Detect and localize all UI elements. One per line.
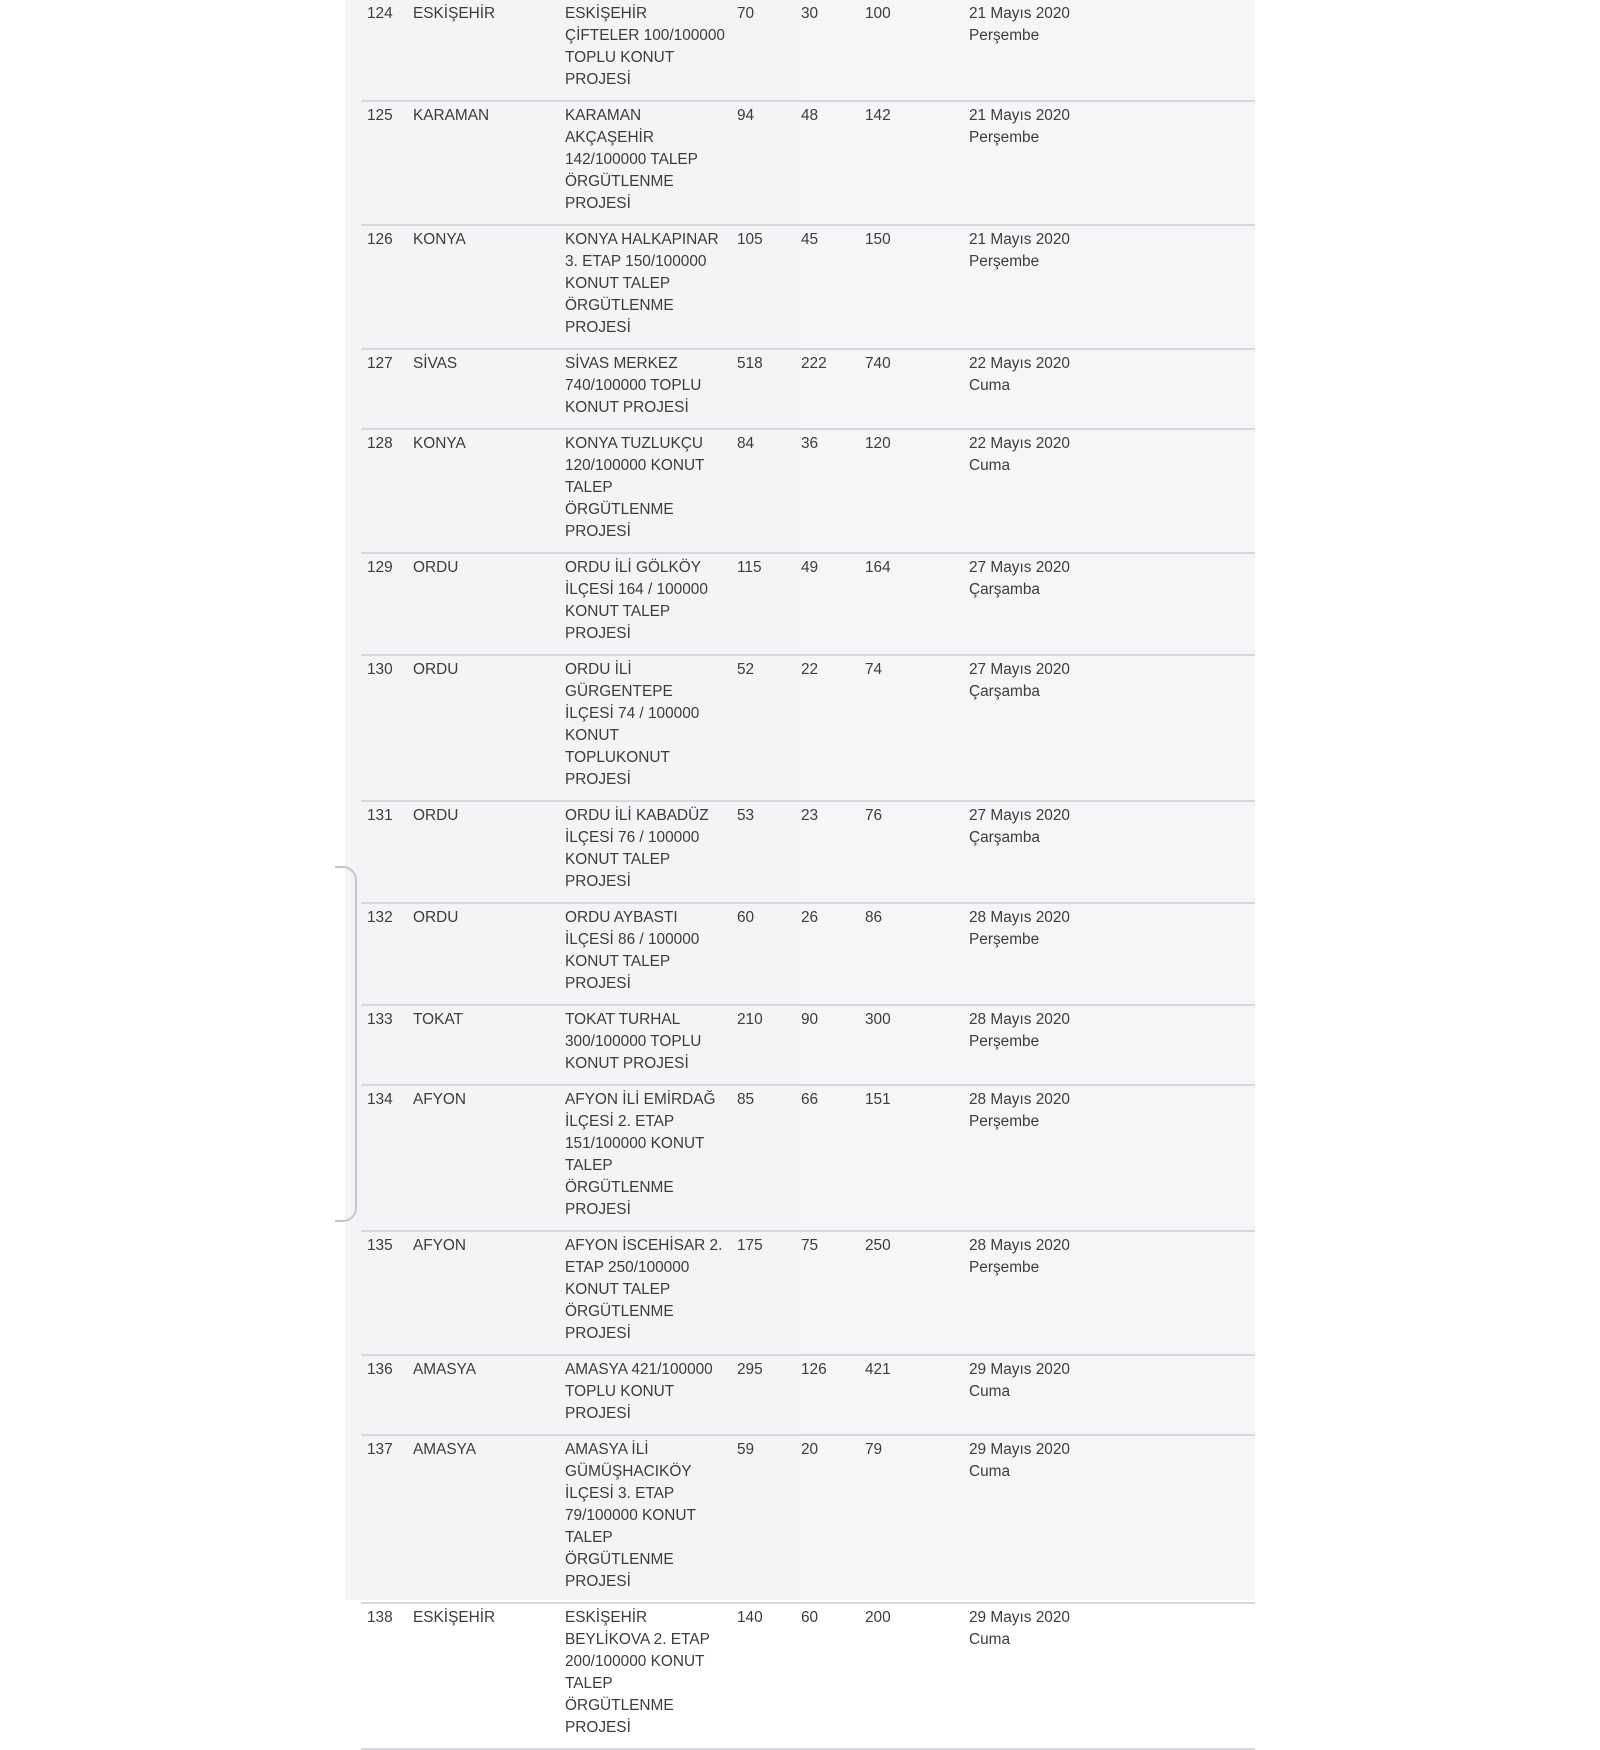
project-name-cell: AFYON İSCEHİSAR 2. ETAP 250/100000 KONUT TALEP ÖRGÜTLENME PROJESİ: [559, 1231, 731, 1355]
table-row: [361, 655, 1255, 801]
date-text: 28 Mayıs 2020: [969, 1011, 1070, 1028]
table-row: [361, 349, 1255, 429]
total-cell: 100: [859, 0, 963, 101]
row-number: 126: [361, 225, 407, 349]
date-cell: [963, 1603, 1255, 1749]
date-text: 21 Mayıs 2020: [969, 5, 1070, 22]
side-drawer-handle[interactable]: [335, 866, 357, 1222]
row-number: 135: [361, 1231, 407, 1355]
total-cell: 86: [859, 903, 963, 1005]
value-a-cell: 140: [731, 1603, 795, 1749]
date-cell: [963, 553, 1255, 655]
date-cell: [963, 903, 1255, 1005]
value-b-cell: 66: [795, 1085, 859, 1231]
value-a-cell: 84: [731, 429, 795, 553]
project-name-cell: KARAMAN AKÇAŞEHİR 142/100000 TALEP ÖRGÜTLENME PROJESİ: [559, 101, 731, 225]
total-cell: 164: [859, 553, 963, 655]
table-row: [361, 903, 1255, 1005]
total-cell: 250: [859, 1231, 963, 1355]
city-cell: ORDU: [407, 801, 559, 903]
project-name-cell: ORDU AYBASTI İLÇESİ 86 / 100000 KONUT TALEP PROJESİ: [559, 903, 731, 1005]
weekday-text: Çarşamba: [969, 683, 1040, 700]
date-text: 28 Mayıs 2020: [969, 1091, 1070, 1108]
value-a-cell: 115: [731, 553, 795, 655]
city-cell: ESKİŞEHİR: [407, 0, 559, 101]
value-a-cell: 53: [731, 801, 795, 903]
row-number: 125: [361, 101, 407, 225]
value-b-cell: 75: [795, 1231, 859, 1355]
weekday-text: Perşembe: [969, 1033, 1040, 1050]
table-row: [361, 0, 1255, 101]
date-cell: [963, 801, 1255, 903]
value-b-cell: 90: [795, 1005, 859, 1085]
value-b-cell: 49: [795, 553, 859, 655]
city-cell: ORDU: [407, 655, 559, 801]
date-text: 27 Mayıs 2020: [969, 807, 1070, 824]
row-number: 137: [361, 1435, 407, 1603]
weekday-text: Perşembe: [969, 1113, 1040, 1130]
row-number: 134: [361, 1085, 407, 1231]
total-cell: 300: [859, 1005, 963, 1085]
weekday-text: Çarşamba: [969, 829, 1040, 846]
date-text: 21 Mayıs 2020: [969, 231, 1070, 248]
housing-projects-table: [361, 0, 1255, 1750]
row-number: 132: [361, 903, 407, 1005]
value-b-cell: 48: [795, 101, 859, 225]
project-name-cell: AFYON İLİ EMİRDAĞ İLÇESİ 2. ETAP 151/100000 KONUT TALEP ÖRGÜTLENME PROJESİ: [559, 1085, 731, 1231]
total-cell: 74: [859, 655, 963, 801]
city-cell: SİVAS: [407, 349, 559, 429]
total-cell: 79: [859, 1435, 963, 1603]
date-cell: [963, 0, 1255, 101]
project-name-cell: SİVAS MERKEZ 740/100000 TOPLU KONUT PROJESİ: [559, 349, 731, 429]
date-text: 21 Mayıs 2020: [969, 107, 1070, 124]
total-cell: 421: [859, 1355, 963, 1435]
table-row: [361, 801, 1255, 903]
date-text: 22 Mayıs 2020: [969, 435, 1070, 452]
value-a-cell: 175: [731, 1231, 795, 1355]
row-number: 124: [361, 0, 407, 101]
value-a-cell: 295: [731, 1355, 795, 1435]
weekday-text: Cuma: [969, 1463, 1011, 1480]
row-number: 133: [361, 1005, 407, 1085]
date-text: 27 Mayıs 2020: [969, 661, 1070, 678]
city-cell: TOKAT: [407, 1005, 559, 1085]
project-name-cell: KONYA HALKAPINAR 3. ETAP 150/100000 KONUT TALEP ÖRGÜTLENME PROJESİ: [559, 225, 731, 349]
row-number: 131: [361, 801, 407, 903]
date-cell: [963, 349, 1255, 429]
project-name-cell: KONYA TUZLUKÇU 120/100000 KONUT TALEP ÖRGÜTLENME PROJESİ: [559, 429, 731, 553]
value-b-cell: 36: [795, 429, 859, 553]
total-cell: 76: [859, 801, 963, 903]
weekday-text: Perşembe: [969, 27, 1040, 44]
date-text: 29 Mayıs 2020: [969, 1441, 1070, 1458]
city-cell: AFYON: [407, 1085, 559, 1231]
date-cell: [963, 101, 1255, 225]
table-row: [361, 1085, 1255, 1231]
project-name-cell: ORDU İLİ GÜRGENTEPE İLÇESİ 74 / 100000 KONUT TOPLUKONUT PROJESİ: [559, 655, 731, 801]
value-b-cell: 126: [795, 1355, 859, 1435]
project-name-cell: TOKAT TURHAL 300/100000 TOPLU KONUT PROJESİ: [559, 1005, 731, 1085]
row-number: 130: [361, 655, 407, 801]
weekday-text: Cuma: [969, 1383, 1011, 1400]
table-row: [361, 1005, 1255, 1085]
date-text: 27 Mayıs 2020: [969, 559, 1070, 576]
table-row: [361, 225, 1255, 349]
date-cell: [963, 655, 1255, 801]
total-cell: 740: [859, 349, 963, 429]
project-name-cell: ORDU İLİ GÖLKÖY İLÇESİ 164 / 100000 KONUT TALEP PROJESİ: [559, 553, 731, 655]
project-name-cell: AMASYA 421/100000 TOPLU KONUT PROJESİ: [559, 1355, 731, 1435]
value-b-cell: 222: [795, 349, 859, 429]
value-b-cell: 60: [795, 1603, 859, 1749]
total-cell: 200: [859, 1603, 963, 1749]
city-cell: ORDU: [407, 553, 559, 655]
date-cell: [963, 1231, 1255, 1355]
date-text: 28 Mayıs 2020: [969, 909, 1070, 926]
total-cell: 142: [859, 101, 963, 225]
value-a-cell: 210: [731, 1005, 795, 1085]
table-row: [361, 429, 1255, 553]
project-name-cell: ESKİŞEHİR BEYLİKOVA 2. ETAP 200/100000 KONUT TALEP ÖRGÜTLENME PROJESİ: [559, 1603, 731, 1749]
value-b-cell: 26: [795, 903, 859, 1005]
weekday-text: Perşembe: [969, 129, 1040, 146]
table-row: [361, 1603, 1255, 1749]
city-cell: AMASYA: [407, 1435, 559, 1603]
value-b-cell: 30: [795, 0, 859, 101]
value-b-cell: 45: [795, 225, 859, 349]
project-name-cell: ESKİŞEHİR ÇİFTELER 100/100000 TOPLU KONUT PROJESİ: [559, 0, 731, 101]
city-cell: AMASYA: [407, 1355, 559, 1435]
value-a-cell: 60: [731, 903, 795, 1005]
date-text: 28 Mayıs 2020: [969, 1237, 1070, 1254]
date-cell: [963, 1355, 1255, 1435]
value-a-cell: 105: [731, 225, 795, 349]
table-body: [361, 0, 1255, 1749]
city-cell: KARAMAN: [407, 101, 559, 225]
row-number: 128: [361, 429, 407, 553]
date-text: 22 Mayıs 2020: [969, 355, 1070, 372]
total-cell: 150: [859, 225, 963, 349]
city-cell: AFYON: [407, 1231, 559, 1355]
project-name-cell: AMASYA İLİ GÜMÜŞHACIKÖY İLÇESİ 3. ETAP 79/100000 KONUT TALEP ÖRGÜTLENME PROJESİ: [559, 1435, 731, 1603]
value-a-cell: 85: [731, 1085, 795, 1231]
table-row: [361, 1355, 1255, 1435]
city-cell: KONYA: [407, 225, 559, 349]
table-row: [361, 1435, 1255, 1603]
date-text: 29 Mayıs 2020: [969, 1361, 1070, 1378]
row-number: 136: [361, 1355, 407, 1435]
weekday-text: Cuma: [969, 1631, 1011, 1648]
table-row: [361, 553, 1255, 655]
weekday-text: Cuma: [969, 457, 1011, 474]
date-cell: [963, 1005, 1255, 1085]
total-cell: 151: [859, 1085, 963, 1231]
table-row: [361, 1231, 1255, 1355]
weekday-text: Çarşamba: [969, 581, 1040, 598]
date-cell: [963, 225, 1255, 349]
city-cell: KONYA: [407, 429, 559, 553]
weekday-text: Perşembe: [969, 1259, 1040, 1276]
value-a-cell: 94: [731, 101, 795, 225]
value-a-cell: 52: [731, 655, 795, 801]
date-text: 29 Mayıs 2020: [969, 1609, 1070, 1626]
table-row: [361, 101, 1255, 225]
weekday-text: Perşembe: [969, 931, 1040, 948]
weekday-text: Perşembe: [969, 253, 1040, 270]
project-name-cell: ORDU İLİ KABADÜZ İLÇESİ 76 / 100000 KONUT TALEP PROJESİ: [559, 801, 731, 903]
row-number: 129: [361, 553, 407, 655]
value-a-cell: 59: [731, 1435, 795, 1603]
row-number: 138: [361, 1603, 407, 1749]
value-b-cell: 22: [795, 655, 859, 801]
date-cell: [963, 1435, 1255, 1603]
value-a-cell: 70: [731, 0, 795, 101]
weekday-text: Cuma: [969, 377, 1011, 394]
date-cell: [963, 429, 1255, 553]
total-cell: 120: [859, 429, 963, 553]
value-a-cell: 518: [731, 349, 795, 429]
row-number: 127: [361, 349, 407, 429]
city-cell: ORDU: [407, 903, 559, 1005]
date-cell: [963, 1085, 1255, 1231]
city-cell: ESKİŞEHİR: [407, 1603, 559, 1749]
value-b-cell: 20: [795, 1435, 859, 1603]
value-b-cell: 23: [795, 801, 859, 903]
